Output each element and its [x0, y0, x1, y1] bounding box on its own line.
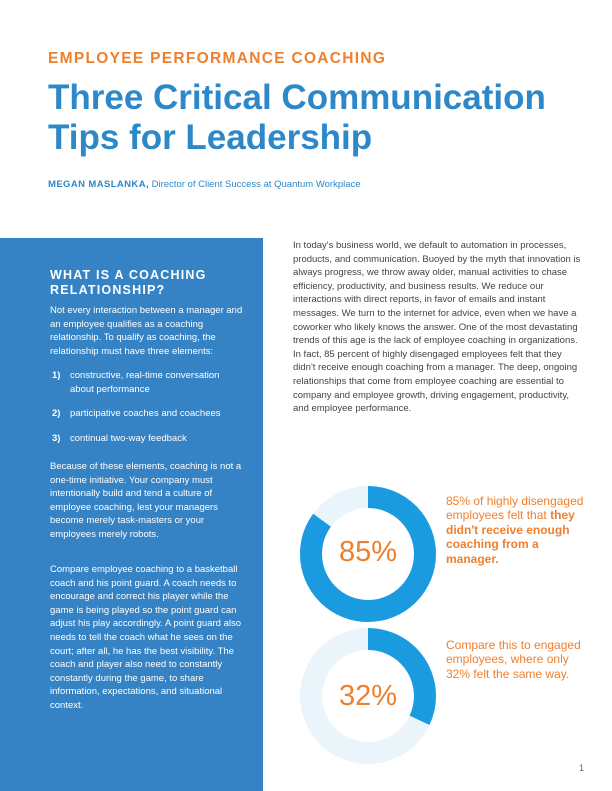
author-name: MEGAN MASLANKA, [48, 179, 149, 190]
list-text: constructive, real-time conversation about performance [70, 370, 220, 395]
sidebar-heading [50, 268, 250, 298]
sidebar-heading-line-1: WHAT IS A COACHING [50, 268, 207, 282]
title-line-2: Tips for Leadership [48, 118, 373, 157]
list-number: 1) [52, 370, 61, 381]
stat-caption-2 [446, 638, 586, 681]
page-number: 1 [579, 763, 585, 773]
sidebar-paragraph-3: Compare employee coaching to a basketball coach and his point guard. A coach needs to encourage and correct his player while the game is being played so the point guard can adjust his play accordingly. A point guard also needs to tell the coach what he sees on the court; after all, he has the best visibility. The coach and player also need to constantly constantly during the game, to share information, expectations, and situational context. [50, 564, 241, 711]
list-item [50, 432, 240, 446]
stat-caption-bold: they didn't receive enough coaching from a manager. [446, 508, 575, 566]
author-role: Director of Client Success at Quantum Workplace [151, 179, 361, 190]
byline [48, 179, 361, 190]
sidebar-heading-line-2: RELATIONSHIP? [50, 283, 166, 297]
donut-value-label: 85% [338, 536, 398, 568]
main-intro-paragraph: In today's business world, we default to automation in processes, products, and communication. Buoyed by the myth that innovation is always progress, we throw away older, manual activities to chase efficiency, productivity, and business results. We reduce our interactions with direct reports, in favor of emails and instant messages. We turn to the internet for advice, even when we have a coworker who likely knows the answer. One of the most devastating trends of this age is the lack of employee coaching in organizations. In fact, 85 percent of highly disengaged employees felt that they didn't receive enough coaching from a manager. The deep, ongoing relationships that come from employee coaching are essential to company and employee growth, driving engagement, productivity, and employee performance. [293, 240, 581, 415]
page-title [48, 78, 588, 158]
eyebrow-label: EMPLOYEE PERFORMANCE COACHING [48, 50, 387, 67]
list-number: 2) [52, 408, 61, 420]
stat-caption-plain: Compare this to engaged employees, where only 32% felt the same way. [446, 638, 581, 681]
stat-caption-1 [446, 494, 586, 566]
list-text: participative coaches and coachees [70, 408, 221, 420]
stat-caption-plain: 85% of highly disengaged employees felt that [446, 494, 584, 523]
list-text: continual two-way feedback [70, 432, 187, 444]
sidebar-paragraph-2: Because of these elements, coaching is not a one-time initiative. Your company must intentionally build and tend a culture of employee coaching, lest your managers become merely task-masters or your employees merely robots. [50, 461, 242, 540]
list-item [50, 407, 240, 421]
list-number: 3) [52, 432, 61, 444]
donut-value-label: 32% [338, 680, 398, 712]
title-line-1: Three Critical Communication [48, 78, 546, 117]
elements-list [50, 369, 255, 456]
list-item [50, 369, 240, 396]
sidebar-panel [0, 238, 263, 791]
sidebar-intro: Not every interaction between a manager and an employee qualifies as a coaching relationship. To qualify as coaching, the relationship must have three elements: [50, 305, 243, 357]
